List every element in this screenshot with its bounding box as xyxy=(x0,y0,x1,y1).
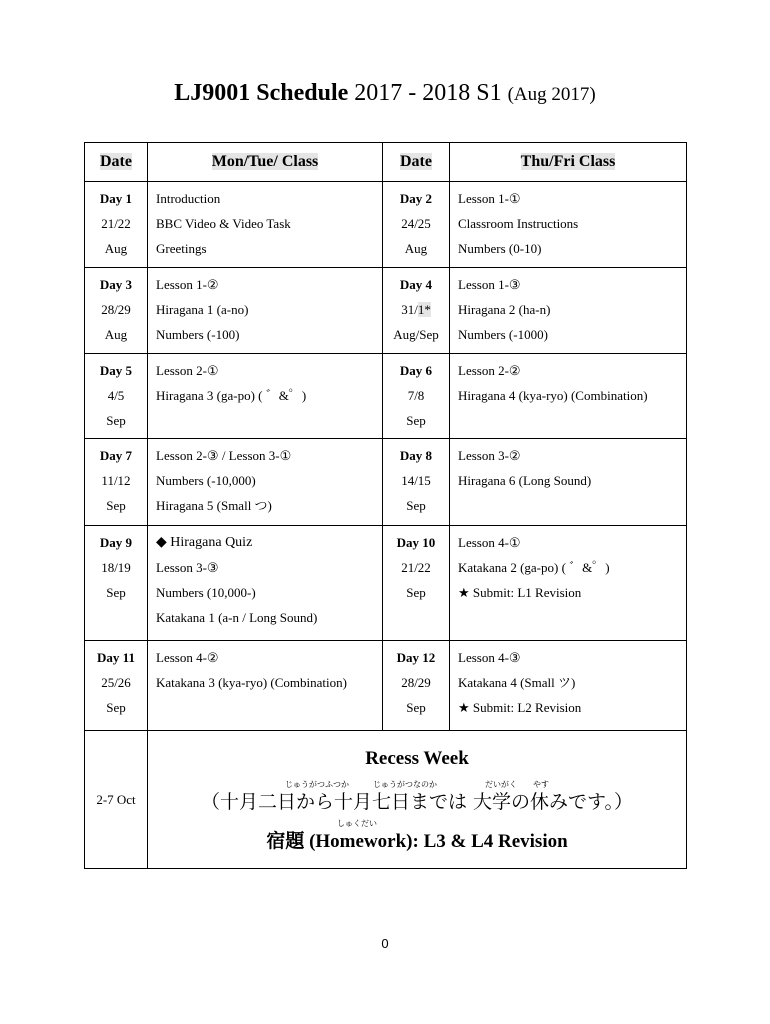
date-cell: Day 8 14/15 Sep xyxy=(383,439,450,526)
date-cell: Day 5 4/5 Sep xyxy=(85,354,148,439)
table-row xyxy=(85,182,687,268)
header-class-2: Thu/Fri Class xyxy=(450,143,687,182)
date-cell: Day 3 28/29 Aug xyxy=(85,268,148,354)
class-cell: Lesson 4-② Katakana 3 (kya-ryo) (Combination) xyxy=(148,641,383,731)
header-date-2: Date xyxy=(383,143,450,182)
furigana-homework: しゅくだい xyxy=(337,818,377,828)
class-cell: Lesson 1-② Hiragana 1 (a-no) Numbers (-100) xyxy=(148,268,383,354)
header-row xyxy=(85,143,687,182)
recess-row xyxy=(85,731,687,869)
table-row xyxy=(85,526,687,641)
class-cell: Lesson 4-③ Katakana 4 (Small ツ) ★ Submit: L2 Revision xyxy=(450,641,687,731)
recess-cell xyxy=(148,731,687,869)
table-row xyxy=(85,439,687,526)
date-cell: Day 2 24/25 Aug xyxy=(383,182,450,268)
class-cell: Lesson 4-① Katakana 2 (ga-po) ( ゛&゜) ★ Submit: L1 Revision xyxy=(450,526,687,641)
date-cell: Day 12 28/29 Sep xyxy=(383,641,450,731)
class-cell: Lesson 2-③ / Lesson 3-① Numbers (-10,000) Hiragana 5 (Small つ) xyxy=(148,439,383,526)
date-cell: Day 1 21/22 Aug xyxy=(85,182,148,268)
date-cell: Day 6 7/8 Sep xyxy=(383,354,450,439)
highlighted-date: 1* xyxy=(417,302,431,317)
date-cell: Day 7 11/12 Sep xyxy=(85,439,148,526)
class-cell: ◆ Hiragana Quiz Lesson 3-③ Numbers (10,000-) Katakana 1 (a-n / Long Sound) xyxy=(148,526,383,641)
page-title xyxy=(0,80,770,107)
recess-heading: Recess Week xyxy=(365,747,469,769)
page-number: 0 xyxy=(381,936,389,951)
title-course: LJ9001 Schedule xyxy=(174,80,349,106)
class-cell: Lesson 1-① Classroom Instructions Numbers (0-10) xyxy=(450,182,687,268)
furigana-line: じゅうがつふつか じゅうがつなのか だいがく やす xyxy=(285,779,549,789)
class-cell: Lesson 2-② Hiragana 4 (kya-ryo) (Combination) xyxy=(450,354,687,439)
date-cell: Day 11 25/26 Sep xyxy=(85,641,148,731)
date-cell: Day 4 31/1* Aug/Sep xyxy=(383,268,450,354)
date-cell: Day 9 18/19 Sep xyxy=(85,526,148,641)
date-cell: Day 10 21/22 Sep xyxy=(383,526,450,641)
header-date-1: Date xyxy=(85,143,148,182)
table-row xyxy=(85,641,687,731)
recess-date: 2-7 Oct xyxy=(85,731,148,869)
quiz-label: ◆ Hiragana Quiz xyxy=(156,535,253,550)
title-year: 2017 - 2018 S1 xyxy=(348,80,508,106)
class-cell: Lesson 3-② Hiragana 6 (Long Sound) xyxy=(450,439,687,526)
class-cell: Lesson 2-① Hiragana 3 (ga-po) ( ゛&゜) xyxy=(148,354,383,439)
table-row xyxy=(85,354,687,439)
recess-notice: （十月二日から十月七日までは 大学の休みです。） xyxy=(200,790,634,813)
class-cell: Lesson 1-③ Hiragana 2 (ha-n) Numbers (-1000) xyxy=(450,268,687,354)
homework-line: 宿題 (Homework): L3 & L4 Revision xyxy=(266,829,568,852)
title-month: (Aug 2017) xyxy=(507,84,596,105)
schedule-table xyxy=(84,142,687,869)
table-row xyxy=(85,268,687,354)
class-cell: Introduction BBC Video & Video Task Greetings xyxy=(148,182,383,268)
header-class-1: Mon/Tue/ Class xyxy=(148,143,383,182)
